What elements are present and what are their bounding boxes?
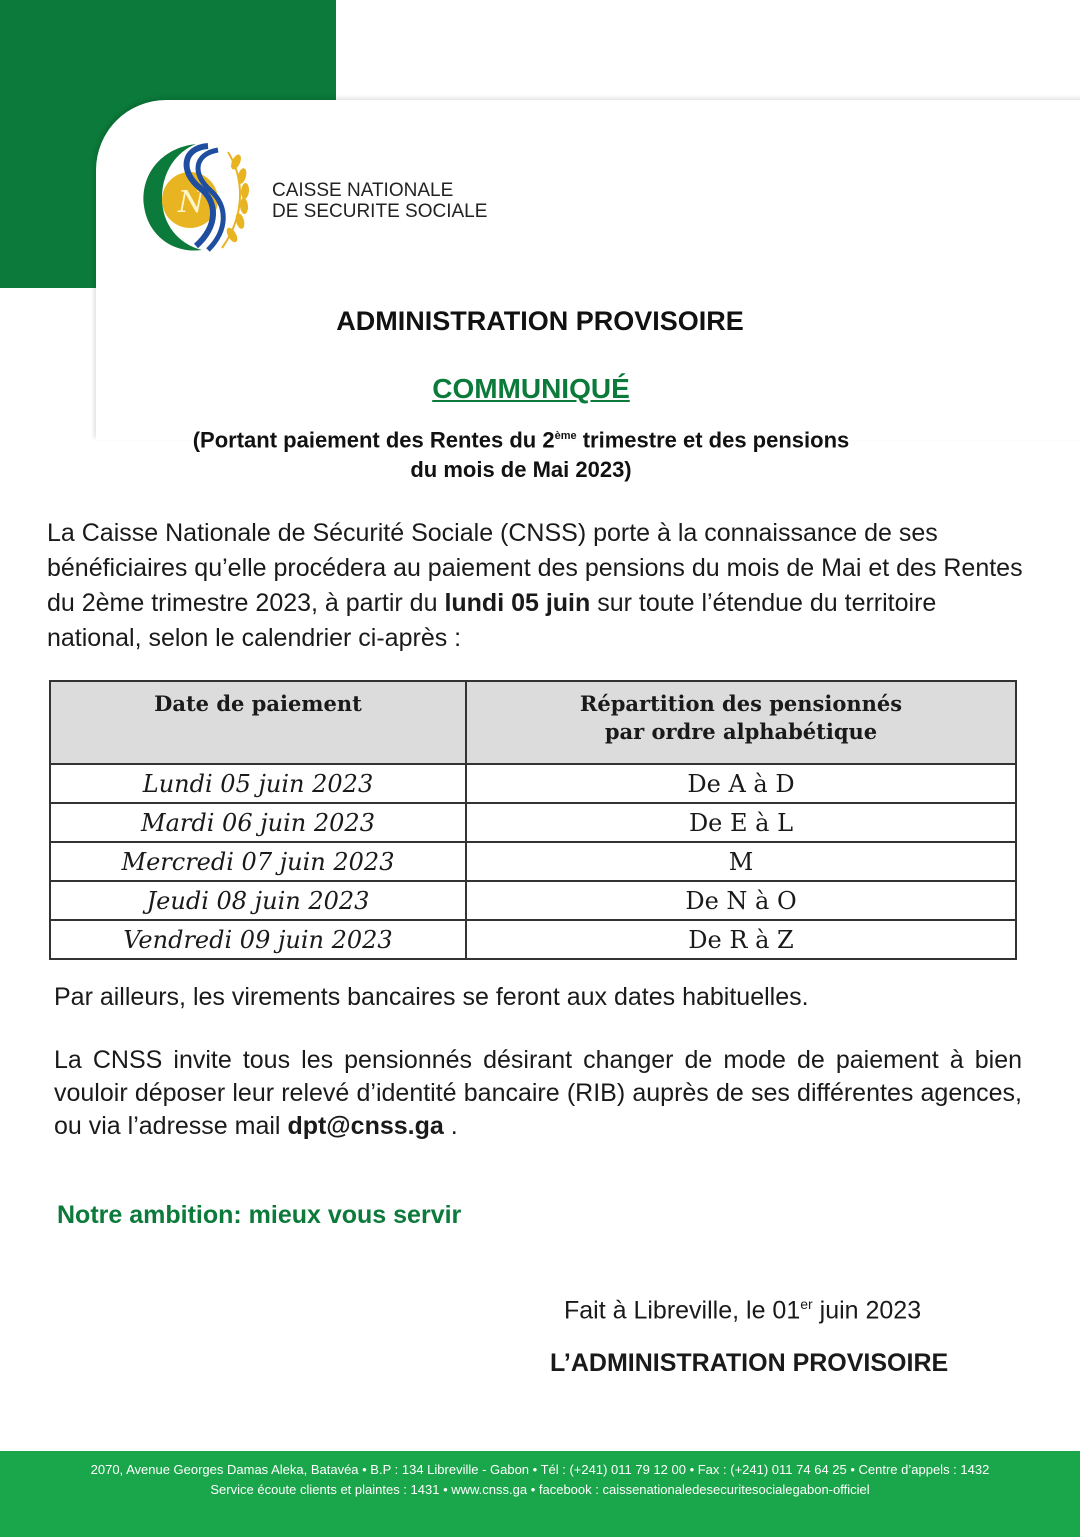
rib-text: La CNSS invite tous les pensionnés désirant changer de mode de paiement à bien vouloir déposer leur relevé d’identité bancaire (RIB) auprès de ses différentes agences, ou via l’adresse mail <box>54 1046 1022 1140</box>
col-header-range-l1: Répartition des pensionnés <box>579 691 903 716</box>
row-range: De A à D <box>466 764 1016 803</box>
rib-end: . <box>443 1112 458 1140</box>
place-a: Fait à Libreville, le 01 <box>564 1296 801 1325</box>
org-name-line1: CAISSE NATIONALE <box>272 180 454 201</box>
footer <box>0 1451 1080 1537</box>
subtitle-line1-b: trimestre et des pensions <box>576 427 850 453</box>
org-name-line2: DE SECURITE SOCIALE <box>272 201 488 222</box>
page-title: ADMINISTRATION PROVISOIRE <box>336 306 744 336</box>
payment-schedule-table <box>49 680 1017 960</box>
signature: L’ADMINISTRATION PROVISOIRE <box>550 1349 949 1377</box>
subtitle-line1-a: (Portant paiement des Rentes du 2 <box>192 427 555 453</box>
footer-address: 2070, Avenue Georges Damas Aleka, Batavéa • B.P : 134 Libreville - Gabon • Tél : (+241) 011 79 12 00 • Fax : (+241) 011 74 64 25 • Centre d’appels : 1432 <box>90 1462 990 1477</box>
communique-subtitle <box>0 421 1042 485</box>
row-date: Lundi 05 juin 2023 <box>50 764 466 803</box>
svg-text:N: N <box>178 185 205 220</box>
subtitle-sup: ème <box>554 430 577 442</box>
intro-text-2: sur toute l’étendue du territoire national, selon le calendrier ci-après : <box>47 589 937 652</box>
organization-name <box>272 180 487 222</box>
table-row <box>50 842 1016 881</box>
cnss-logo-icon <box>138 138 262 258</box>
rib-paragraph <box>54 1044 1022 1143</box>
email-link[interactable]: dpt@cnss.ga <box>287 1112 444 1140</box>
col-header-range <box>466 681 1016 764</box>
intro-text-1: La Caisse Nationale de Sécurité Sociale (CNSS) porte à la connaissance de ses bénéficiaires qu’elle procédera au paiement des pensions du mois de Mai et des Rentes du 2ème trimestre 2023, à partir du <box>47 519 1023 617</box>
row-date: Mardi 06 juin 2023 <box>50 803 466 842</box>
place-and-date <box>564 1296 921 1325</box>
row-range: De R à Z <box>466 920 1016 959</box>
row-date: Vendredi 09 juin 2023 <box>50 920 466 959</box>
subtitle-line2: du mois de Mai 2023) <box>410 457 632 483</box>
row-date: Jeudi 08 juin 2023 <box>50 881 466 920</box>
table-row <box>50 803 1016 842</box>
table-row <box>50 920 1016 959</box>
row-date: Mercredi 07 juin 2023 <box>50 842 466 881</box>
intro-bold-date: lundi 05 juin <box>444 589 591 617</box>
motto: Notre ambition: mieux vous servir <box>57 1201 462 1229</box>
place-b: juin 2023 <box>812 1296 922 1325</box>
row-range: De E à L <box>466 803 1016 842</box>
table-row <box>50 881 1016 920</box>
footer-contacts: Service écoute clients et plaintes : 1431 • www.cnss.ga • facebook : caissenationaledesecuritesocialegabon-officiel <box>210 1482 870 1497</box>
intro-paragraph <box>47 516 1023 656</box>
col-header-date: Date de paiement <box>50 681 466 764</box>
row-range: De N à O <box>466 881 1016 920</box>
table-header-row <box>50 681 1016 764</box>
place-sup: er <box>800 1296 813 1312</box>
row-range: M <box>466 842 1016 881</box>
col-header-range-l2: par ordre alphabétique <box>604 719 878 744</box>
communique-heading: COMMUNIQUÉ <box>432 373 630 404</box>
table-row <box>50 764 1016 803</box>
bank-transfer-paragraph: Par ailleurs, les virements bancaires se feront aux dates habituelles. <box>54 983 809 1011</box>
